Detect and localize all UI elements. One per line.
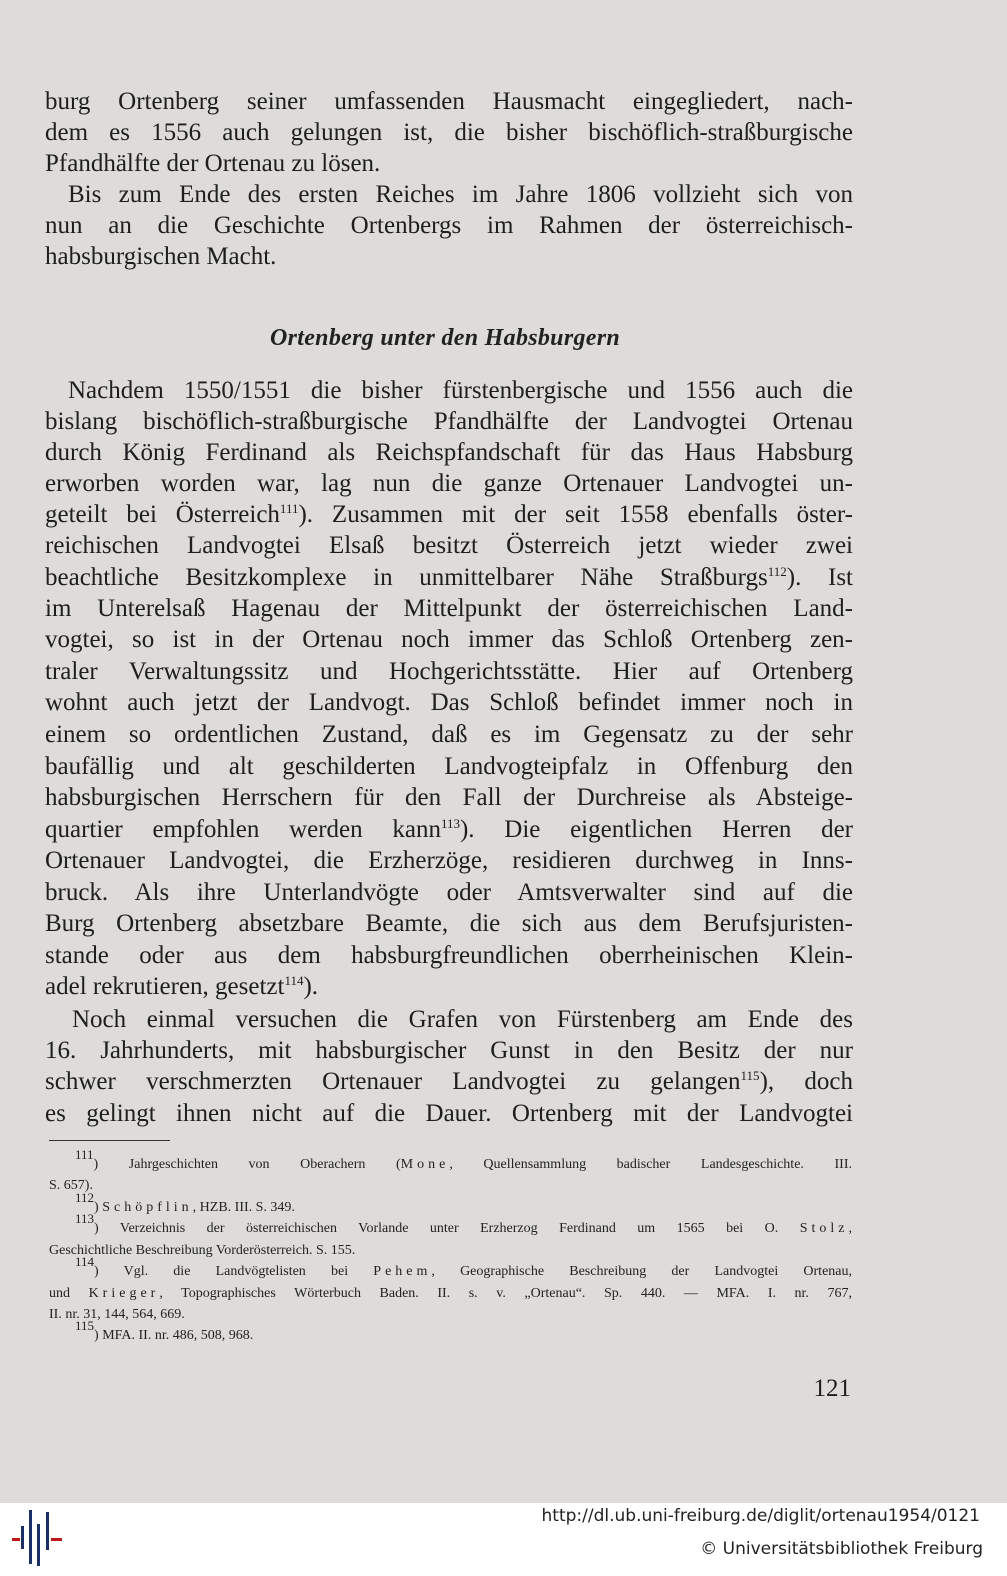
text-segment: adel rekrutieren, gesetzt bbox=[45, 973, 285, 1000]
text-line bbox=[45, 562, 853, 593]
footnote-114-cont: II. nr. 31, 144, 564, 669. bbox=[49, 1307, 185, 1322]
text-line: habsburgischen Herrschern für den Fall der Durchreise als Absteige- bbox=[45, 784, 853, 811]
footnote-mark: 112 bbox=[75, 1190, 95, 1205]
footnote-ref-113: 113 bbox=[440, 816, 460, 831]
text-line: vogtei, so ist in der Ortenau noch immer das Schloß Ortenberg zen- bbox=[45, 626, 853, 653]
footnote-mark: 115 bbox=[75, 1318, 95, 1333]
footnote-text: , Topographisches Wörterbuch Baden. II. s. v. „Ortenau“. Sp. 440. — MFA. I. nr. 767, bbox=[159, 1286, 852, 1301]
text-line: bislang bischöflich-straßburgische Pfandhälfte der Landvogtei Ortenau bbox=[45, 408, 853, 435]
footnote-112 bbox=[75, 1190, 852, 1218]
footnote-mark: 113 bbox=[75, 1211, 95, 1226]
text-line bbox=[45, 971, 853, 1002]
copyright-notice: © Universitätsbibliothek Freiburg bbox=[700, 1539, 983, 1559]
text-line: Burg Ortenberg absetzbare Beamte, die sich aus dem Berufsjuristen- bbox=[45, 910, 853, 937]
footnote-115 bbox=[75, 1318, 852, 1346]
author-name: Mone bbox=[400, 1157, 450, 1172]
source-url-link[interactable]: http://dl.ub.uni-freiburg.de/diglit/ortenau1954/0121 bbox=[541, 1506, 980, 1526]
author-name: Stolz bbox=[799, 1221, 849, 1236]
author-name: Schöpflin bbox=[102, 1200, 193, 1215]
footnote-text: , Quellensammlung badischer Landesgeschichte. III. bbox=[449, 1157, 852, 1172]
text-line: traler Verwaltungssitz und Hochgerichtsstätte. Hier auf Ortenberg bbox=[45, 658, 853, 685]
text-line: baufällig und alt geschilderten Landvogteipfalz in Offenburg den bbox=[45, 753, 853, 780]
footnote-text: ) Verzeichnis der österreichischen Vorlande unter Erzherzog Ferdinand um 1565 bei O. bbox=[94, 1221, 800, 1236]
text-line: habsburgischen Macht. bbox=[45, 243, 277, 270]
footnote-ref-112: 112 bbox=[767, 564, 787, 579]
author-name: Krieger bbox=[88, 1286, 160, 1301]
footnote-text: , HZB. III. S. 349. bbox=[192, 1200, 295, 1215]
footnote-text: ) Vgl. die Landvögtelisten bei bbox=[94, 1264, 374, 1279]
text-line bbox=[45, 499, 853, 530]
footnote-text: , bbox=[848, 1221, 852, 1236]
text-line: Bis zum Ende des ersten Reiches im Jahre 1806 vollzieht sich von bbox=[68, 181, 853, 208]
text-line: 16. Jahrhunderts, mit habsburgischer Gunst in den Besitz der nur bbox=[45, 1037, 853, 1064]
footnote-114 bbox=[75, 1254, 852, 1282]
text-line: Nachdem 1550/1551 die bisher fürstenbergische und 1556 auch die bbox=[68, 377, 853, 404]
text-segment: ). Ist bbox=[786, 564, 853, 591]
footnote-114-cont bbox=[49, 1283, 852, 1304]
text-line: es gelingt ihnen nicht auf die Dauer. Ortenberg mit der Landvogtei bbox=[45, 1100, 853, 1127]
text-line: Noch einmal versuchen die Grafen von Fürstenberg am Ende des bbox=[72, 1006, 853, 1033]
text-segment: quartier empfohlen werden kann bbox=[45, 816, 441, 843]
footnote-text: ) Jahrgeschichten von Oberachern ( bbox=[93, 1157, 401, 1172]
text-segment: beachtliche Besitzkomplexe in unmittelbarer Nähe Straßburgs bbox=[45, 564, 768, 591]
footnote-divider bbox=[49, 1140, 170, 1141]
page-number: 121 bbox=[813, 1375, 851, 1402]
text-line: einem so ordentlichen Zustand, daß es im Gegensatz zu der sehr bbox=[45, 721, 853, 748]
text-segment: ). Zusammen mit der seit 1558 ebenfalls öster- bbox=[298, 501, 853, 528]
footnote-mark: 114 bbox=[75, 1254, 95, 1269]
text-line: wohnt auch jetzt der Landvogt. Das Schloß befindet immer noch in bbox=[45, 689, 853, 716]
footnote-111-cont: S. 657). bbox=[49, 1178, 93, 1193]
footnote-ref-114: 114 bbox=[284, 973, 304, 988]
text-line: bruck. Als ihre Unterlandvögte oder Amtsverwalter sind auf die bbox=[45, 879, 853, 906]
text-line: reichischen Landvogtei Elsaß besitzt Österreich jetzt wieder zwei bbox=[45, 532, 853, 559]
text-segment: ), doch bbox=[759, 1068, 854, 1095]
footnote-ref-111: 111 bbox=[279, 501, 299, 516]
footnote-ref-115: 115 bbox=[740, 1068, 760, 1083]
text-line: durch König Ferdinand als Reichspfandschaft für das Haus Habsburg bbox=[45, 439, 853, 466]
author-name: Pehem bbox=[373, 1264, 432, 1279]
text-line: stande oder aus dem habsburgfreundlichen oberrheinischen Klein- bbox=[45, 942, 853, 969]
text-line: nun an die Geschichte Ortenbergs im Rahmen der österreichisch- bbox=[45, 212, 853, 239]
text-line bbox=[45, 1066, 853, 1097]
section-heading: Ortenberg unter den Habsburgern bbox=[269, 325, 621, 351]
text-line: Pfandhälfte der Ortenau zu lösen. bbox=[45, 150, 381, 177]
footnote-113 bbox=[75, 1211, 852, 1239]
ub-freiburg-logo-icon bbox=[10, 1508, 66, 1566]
text-segment: geteilt bei Österreich bbox=[45, 501, 280, 528]
text-line bbox=[45, 814, 853, 845]
footnote-text: , Geographische Beschreibung der Landvogtei Ortenau, bbox=[431, 1264, 852, 1279]
text-line: dem es 1556 auch gelungen ist, die bisher bischöflich-straßburgische bbox=[45, 119, 853, 146]
footnote-111 bbox=[75, 1147, 852, 1175]
text-segment: ). Die eigentlichen Herren der bbox=[459, 816, 853, 843]
text-line: erworben worden war, lag nun die ganze Ortenauer Landvogtei un- bbox=[45, 470, 853, 497]
footnote-text: ) bbox=[94, 1200, 103, 1215]
text-segment: schwer verschmerzten Ortenauer Landvogtei zu gelangen bbox=[45, 1068, 741, 1095]
text-line: Ortenauer Landvogtei, die Erzherzöge, residieren durchweg in Inns- bbox=[45, 847, 853, 874]
footnote-text: ) MFA. II. nr. 486, 508, 968. bbox=[94, 1328, 254, 1343]
text-line: im Unterelsaß Hagenau der Mittelpunkt der österreichischen Land- bbox=[45, 595, 853, 622]
footnote-mark: 111 bbox=[75, 1147, 94, 1162]
footnote-113-cont: Geschichtliche Beschreibung Vorderösterreich. S. 155. bbox=[49, 1243, 356, 1258]
text-segment: ). bbox=[303, 973, 319, 1000]
footnote-text: und bbox=[49, 1286, 89, 1301]
text-line: burg Ortenberg seiner umfassenden Hausmacht eingegliedert, nach- bbox=[45, 88, 853, 115]
